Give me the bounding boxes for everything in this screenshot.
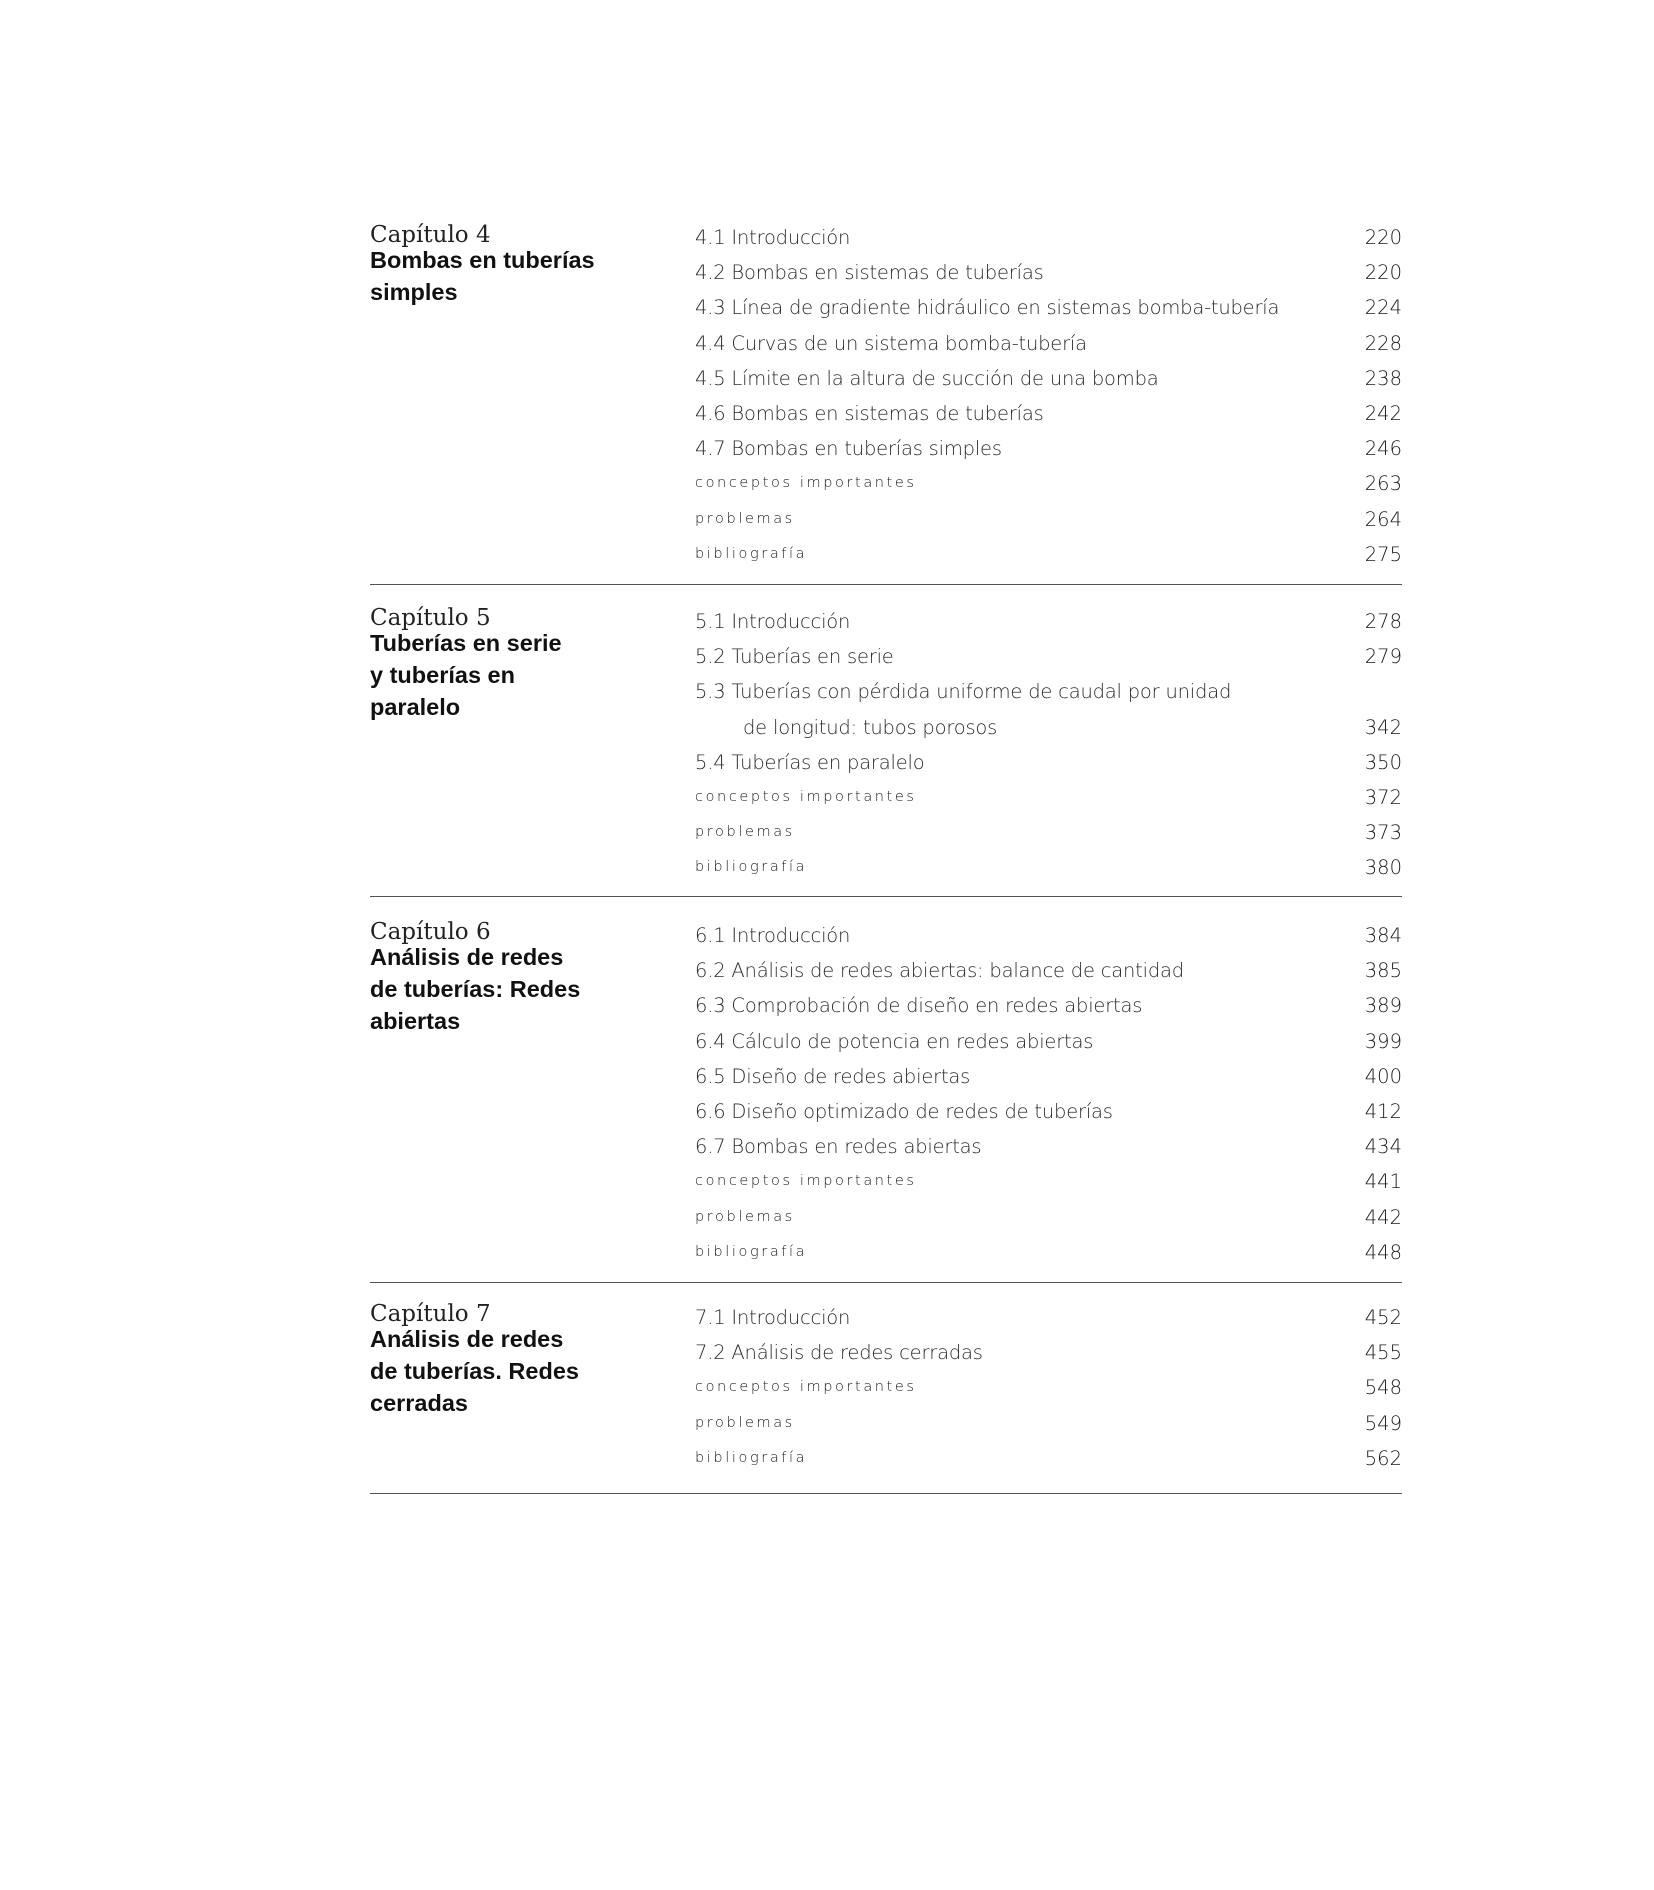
- chapter-title-line: Análisis de redes: [370, 1326, 564, 1352]
- toc-entry-page: 372: [1364, 786, 1402, 809]
- chapter-title-line: de tuberías: Redes: [370, 976, 581, 1002]
- toc-entry-title: 6.1 Introducción: [695, 924, 851, 947]
- toc-entry-title: [695, 716, 997, 739]
- toc-entry[interactable]: [695, 472, 1402, 502]
- toc-entry-title: 5.1 Introducción: [695, 610, 851, 633]
- chapter-label: Capítulo 6: [370, 919, 491, 945]
- toc-entry-page: 548: [1364, 1376, 1402, 1400]
- toc-entry-page: 549: [1364, 1411, 1402, 1435]
- toc-entry-page: 278: [1364, 610, 1402, 633]
- toc-entry-title: 4.3 Línea de gradiente hidráulico en sistemas bomba-tubería: [695, 296, 1280, 320]
- toc-entry[interactable]: [695, 994, 1402, 1024]
- toc-entry-page: 434: [1364, 1135, 1402, 1159]
- chapter-label: Capítulo 5: [370, 605, 491, 631]
- toc-entry-title: problemas: [695, 1208, 795, 1225]
- toc-entry-title: bibliografía: [695, 1449, 808, 1466]
- toc-entry-page: 342: [1364, 715, 1402, 739]
- toc-entry-title: 6.3 Comprobación de diseño en redes abiertas: [695, 994, 1143, 1018]
- toc-entry[interactable]: [695, 1135, 1402, 1165]
- toc-entry[interactable]: [695, 856, 1402, 886]
- toc-entry-title: 7.2 Análisis de redes cerradas: [695, 1341, 983, 1365]
- toc-entry-page: 238: [1364, 366, 1402, 390]
- toc-entry-page: 389: [1364, 994, 1402, 1018]
- toc-entry-title: conceptos importantes: [695, 475, 917, 492]
- toc-entry-page: 228: [1364, 331, 1402, 355]
- toc-entry-page: 246: [1364, 437, 1402, 461]
- toc-entry-title: bibliografía: [695, 545, 808, 562]
- toc-entry[interactable]: [695, 1170, 1402, 1200]
- chapter-label: Capítulo 4: [370, 222, 491, 248]
- toc-entry[interactable]: [695, 1206, 1402, 1236]
- toc-entry[interactable]: [695, 1241, 1402, 1271]
- toc-entry-title: problemas: [695, 824, 795, 841]
- toc-entry-title: 6.7 Bombas en redes abiertas: [695, 1135, 982, 1159]
- toc-entry-title: problemas: [695, 510, 795, 527]
- toc-entry-title: 4.2 Bombas en sistemas de tuberías: [695, 261, 1044, 285]
- chapter-title: [370, 244, 660, 308]
- toc-entry-page: 242: [1364, 402, 1402, 425]
- toc-entry-page: 399: [1364, 1029, 1402, 1053]
- toc-entry[interactable]: [695, 821, 1402, 851]
- toc-entry-title: 6.4 Cálculo de potencia en redes abiertas: [695, 1029, 1094, 1053]
- toc-entry[interactable]: [695, 543, 1402, 573]
- toc-entry[interactable]: [695, 959, 1402, 989]
- toc-entry-page: 380: [1364, 856, 1402, 880]
- toc-entry-page: 279: [1364, 645, 1402, 669]
- toc-entry-title: 5.3 Tuberías con pérdida uniforme de caudal por unidad: [695, 680, 1232, 704]
- chapter-title-line: Bombas en tuberías: [370, 247, 595, 273]
- toc-entry-page: 263: [1364, 472, 1402, 496]
- toc-entry[interactable]: [695, 296, 1402, 326]
- toc-entry-title: 6.2 Análisis de redes abiertas: balance de cantidad: [695, 959, 1184, 983]
- toc-entry-page: 452: [1364, 1306, 1402, 1329]
- chapter-block: [370, 1301, 1402, 1494]
- toc-entry-page: 441: [1364, 1170, 1402, 1194]
- toc-entry[interactable]: [695, 1447, 1402, 1477]
- toc-entry-title: 5.4 Tuberías en paralelo: [695, 750, 925, 774]
- toc-entry-page: 220: [1364, 226, 1402, 249]
- chapter-title-line: paralelo: [370, 694, 461, 720]
- toc-entry[interactable]: [695, 508, 1402, 538]
- toc-entry[interactable]: [695, 1065, 1402, 1095]
- chapter-title-line: Análisis de redes: [370, 944, 564, 970]
- toc-entry-title: 5.2 Tuberías en serie: [695, 645, 894, 669]
- toc-entry-page: 373: [1364, 821, 1402, 845]
- toc-entry-page: 275: [1364, 542, 1402, 566]
- toc-entry[interactable]: [695, 437, 1402, 467]
- toc-entry-title: conceptos importantes: [695, 1379, 917, 1396]
- toc-entry-title: bibliografía: [695, 859, 808, 876]
- toc-entry-page: 400: [1364, 1064, 1402, 1088]
- toc-entry-title: 4.7 Bombas en tuberías simples: [695, 437, 1002, 461]
- chapter-title: [370, 941, 660, 1037]
- chapter-label: Capítulo 7: [370, 1301, 491, 1327]
- toc-entry[interactable]: [695, 367, 1402, 397]
- chapter-title: [370, 627, 660, 723]
- toc-entry-title: problemas: [695, 1414, 795, 1431]
- toc-entry-page: 412: [1364, 1100, 1402, 1123]
- toc-entry-title: conceptos importantes: [695, 1173, 917, 1190]
- toc-entry[interactable]: [695, 402, 1402, 432]
- toc-entry[interactable]: [695, 751, 1402, 781]
- toc-entry[interactable]: [695, 1030, 1402, 1060]
- toc-entry-title-continued: de longitud: tubos porosos: [743, 715, 998, 739]
- chapter-title-line: y tuberías en: [370, 662, 515, 688]
- toc-entry-page: 350: [1364, 750, 1402, 774]
- chapter-title-line: simples: [370, 279, 458, 305]
- toc-entry-page: 264: [1364, 507, 1402, 531]
- toc-entry-title: 6.5 Diseño de redes abiertas: [695, 1064, 971, 1088]
- toc-entry[interactable]: [695, 1412, 1402, 1442]
- toc-entry[interactable]: [695, 924, 1402, 954]
- toc-entry-page: 384: [1364, 924, 1402, 947]
- toc-entry[interactable]: [695, 1376, 1402, 1406]
- toc-entry-title: 7.1 Introducción: [695, 1306, 851, 1329]
- chapter-title-line: cerradas: [370, 1390, 468, 1416]
- toc-entry[interactable]: [695, 786, 1402, 816]
- chapter-title: [370, 1323, 660, 1419]
- toc-entry-page: 220: [1364, 261, 1402, 285]
- toc-entry-page: 562: [1364, 1446, 1402, 1470]
- toc-entry-page: 385: [1364, 959, 1402, 983]
- toc-entry-title: bibliografía: [695, 1243, 808, 1260]
- toc-entry[interactable]: [695, 226, 1402, 256]
- chapter-block: [370, 919, 1402, 1283]
- toc-entry[interactable]: [695, 680, 1402, 710]
- toc-entry-title: 6.6 Diseño optimizado de redes de tuberías: [695, 1100, 1113, 1123]
- chapter-block: [370, 605, 1402, 897]
- toc-entry[interactable]: [695, 716, 1402, 746]
- toc-entry[interactable]: [695, 332, 1402, 362]
- chapter-title-line: abiertas: [370, 1008, 461, 1034]
- toc-entry-page: 224: [1364, 296, 1402, 320]
- toc-entry-title: 4.4 Curvas de un sistema bomba-tubería: [695, 331, 1087, 355]
- toc-entry-title: conceptos importantes: [695, 789, 917, 805]
- toc-entry[interactable]: [695, 1100, 1402, 1130]
- chapter-title-line: de tuberías. Redes: [370, 1358, 579, 1384]
- chapter-title-line: Tuberías en serie: [370, 630, 562, 656]
- toc-entry-page: 448: [1364, 1240, 1402, 1264]
- toc-entry[interactable]: [695, 1341, 1402, 1371]
- toc-entry-title: 4.5 Límite en la altura de succión de una bomba: [695, 366, 1159, 390]
- toc-entry-title: 4.1 Introducción: [695, 226, 851, 249]
- toc-entry-page: 455: [1364, 1341, 1402, 1365]
- toc-entry[interactable]: [695, 610, 1402, 640]
- toc-entry[interactable]: [695, 645, 1402, 675]
- toc-entry-page: 442: [1364, 1205, 1402, 1229]
- toc-entry[interactable]: [695, 1306, 1402, 1336]
- toc-entry[interactable]: [695, 261, 1402, 291]
- toc-entry-title: 4.6 Bombas en sistemas de tuberías: [695, 402, 1044, 425]
- chapter-block: [370, 222, 1402, 585]
